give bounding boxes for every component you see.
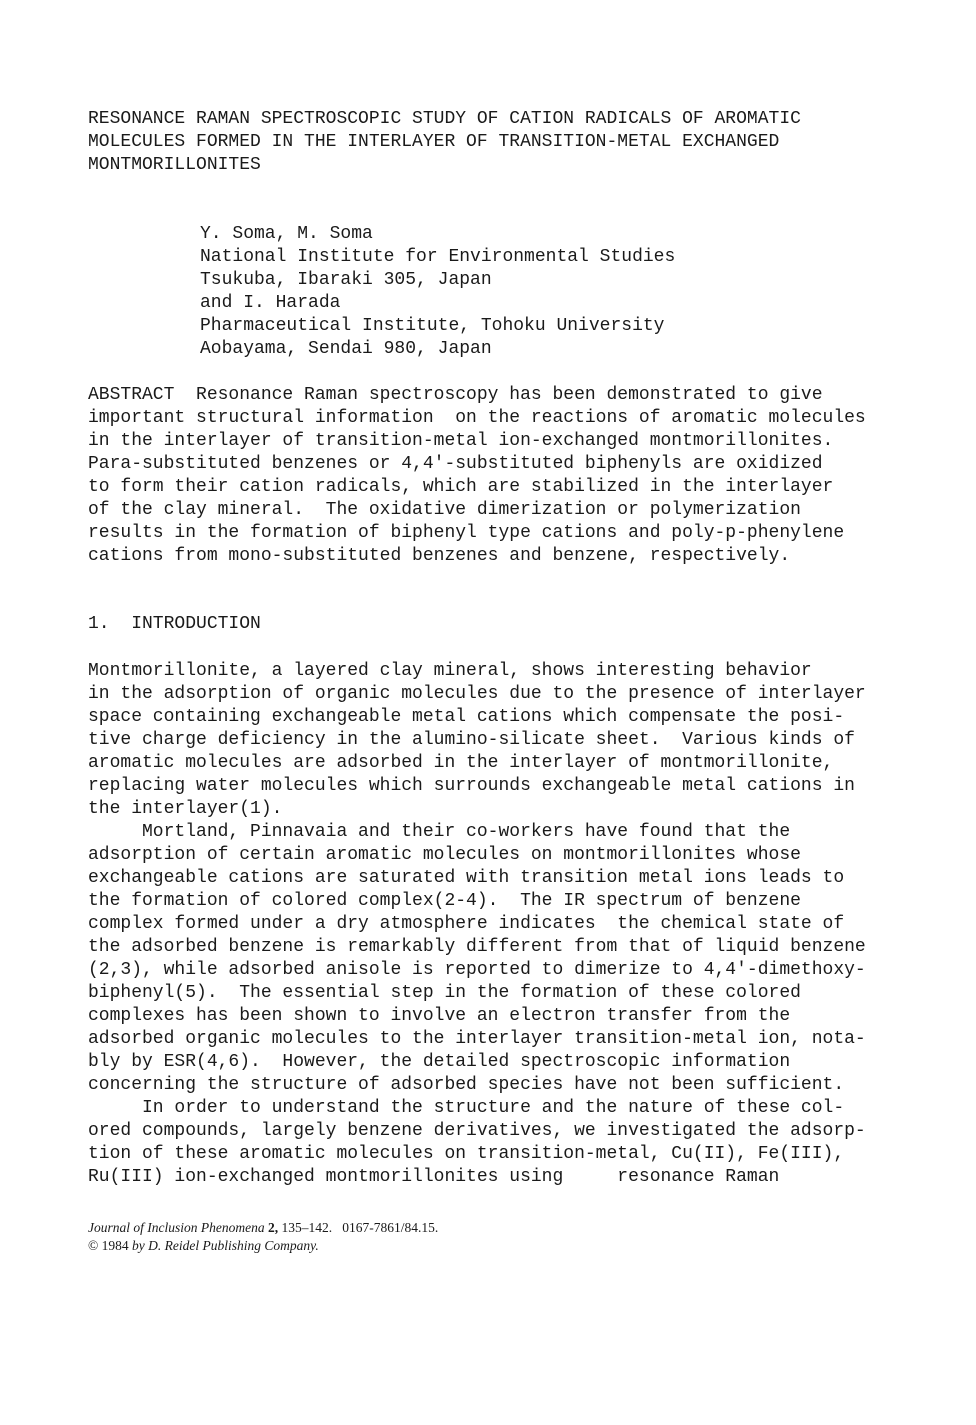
abstract-line-4: Para-substituted benzenes or 4,4'-substituted biphenyls are oxidized (88, 454, 823, 474)
abstract (88, 384, 866, 568)
intro-line-16: complexes has been shown to involve an electron transfer from the (88, 1006, 791, 1026)
intro-line-21: ored compounds, largely benzene derivatives, we investigated the adsorp- (88, 1121, 866, 1141)
abstract-line-8: cations from mono-substituted benzenes and benzene, respectively. (88, 546, 791, 566)
paper-title (88, 108, 801, 177)
publication-footer (88, 1219, 438, 1255)
intro-line-1: Montmorillonite, a layered clay mineral, shows interesting behavior (88, 661, 812, 681)
abstract-line-1: ABSTRACT Resonance Raman spectroscopy has been demonstrated to give (88, 385, 823, 405)
intro-line-6: replacing water molecules which surrounds exchangeable metal cations in (88, 776, 855, 796)
section-heading-text: 1. INTRODUCTION (88, 614, 261, 634)
author-affiliations (200, 223, 675, 361)
intro-line-18: bly by ESR(4,6). However, the detailed spectroscopic information (88, 1052, 791, 1072)
intro-line-23: Ru(III) ion-exchanged montmorillonites using resonance Raman (88, 1167, 780, 1187)
intro-line-20: In order to understand the structure and the nature of these col- (88, 1098, 845, 1118)
section-heading (88, 613, 261, 636)
abstract-line-7: results in the formation of biphenyl type cations and poly-p-phenylene (88, 523, 845, 543)
intro-line-10: exchangeable cations are saturated with transition metal ions leads to (88, 868, 845, 888)
intro-line-4: tive charge deficiency in the alumino-silicate sheet. Various kinds of (88, 730, 855, 750)
intro-line-8: Mortland, Pinnavaia and their co-workers have found that the (88, 822, 791, 842)
abstract-line-3: in the interlayer of transition-metal ion-exchanged montmorillonites. (88, 431, 834, 451)
publisher: by D. Reidel Publishing Company. (132, 1238, 319, 1253)
title-line-1: RESONANCE RAMAN SPECTROSCOPIC STUDY OF CATION RADICALS OF AROMATIC (88, 109, 801, 129)
abstract-line-5: to form their cation radicals, which are stabilized in the interlayer (88, 477, 834, 497)
intro-line-9: adsorption of certain aromatic molecules on montmorillonites whose (88, 845, 801, 865)
author-line-2: National Institute for Environmental Studies (200, 247, 676, 267)
introduction-body (88, 660, 866, 1189)
intro-line-2: in the adsorption of organic molecules due to the presence of interlayer (88, 684, 866, 704)
citation-line (88, 1219, 438, 1237)
copyright-line (88, 1237, 438, 1255)
author-line-6: Aobayama, Sendai 980, Japan (200, 339, 492, 359)
journal-volume: 2, (267, 1220, 279, 1235)
intro-line-3: space containing exchangeable metal cations which compensate the posi- (88, 707, 845, 727)
intro-line-7: the interlayer(1). (88, 799, 283, 819)
title-line-3: MONTMORILLONITES (88, 155, 261, 175)
author-line-4: and I. Harada (200, 293, 341, 313)
abstract-line-2: important structural information on the reactions of aromatic molecules (88, 408, 866, 428)
intro-line-12: complex formed under a dry atmosphere indicates the chemical state of (88, 914, 845, 934)
title-line-2: MOLECULES FORMED IN THE INTERLAYER OF TRANSITION-METAL EXCHANGED (88, 132, 780, 152)
author-line-5: Pharmaceutical Institute, Tohoku University (200, 316, 665, 336)
intro-line-13: the adsorbed benzene is remarkably different from that of liquid benzene (88, 937, 866, 957)
intro-line-15: biphenyl(5). The essential step in the formation of these colored (88, 983, 801, 1003)
intro-line-22: tion of these aromatic molecules on transition-metal, Cu(II), Fe(III), (88, 1144, 845, 1164)
pages-issn: 135–142. 0167-7861/84.15. (278, 1220, 439, 1235)
journal-name: Journal of Inclusion Phenomena (88, 1220, 265, 1235)
intro-line-19: concerning the structure of adsorbed species have not been sufficient. (88, 1075, 845, 1095)
copyright-year: © 1984 (88, 1238, 133, 1253)
abstract-line-6: of the clay mineral. The oxidative dimerization or polymerization (88, 500, 801, 520)
author-line-3: Tsukuba, Ibaraki 305, Japan (200, 270, 492, 290)
intro-line-14: (2,3), while adsorbed anisole is reported to dimerize to 4,4'-dimethoxy- (88, 960, 866, 980)
author-line-1: Y. Soma, M. Soma (200, 224, 373, 244)
intro-line-5: aromatic molecules are adsorbed in the interlayer of montmorillonite, (88, 753, 834, 773)
intro-line-11: the formation of colored complex(2-4). The IR spectrum of benzene (88, 891, 801, 911)
intro-line-17: adsorbed organic molecules to the interlayer transition-metal ion, nota- (88, 1029, 866, 1049)
